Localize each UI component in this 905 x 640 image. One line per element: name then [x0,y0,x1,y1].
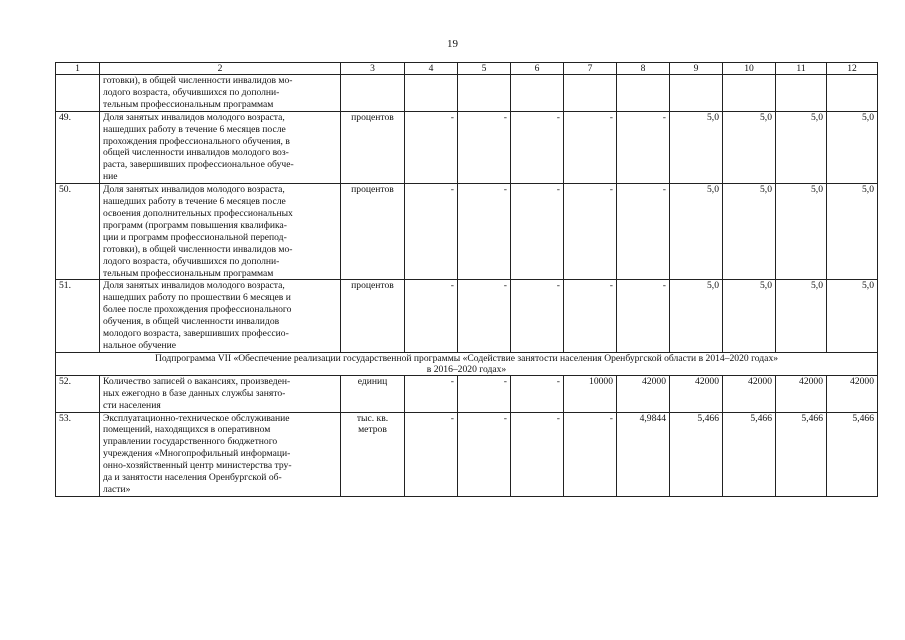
unit-cell: процентов [341,280,405,352]
name-line: Доля занятых инвалидов молодого возраста, [103,111,285,123]
indicator-name [100,184,341,280]
column-header: 2 [100,63,341,75]
value-cell: - [511,412,564,496]
unit-cell: процентов [341,184,405,280]
name-line: нальное обучение [103,339,177,351]
value-cell [827,75,878,112]
name-line: прохождения профессионального обучения, в [103,135,290,147]
indicator-name [100,412,341,496]
value-cell: - [405,184,458,280]
name-line: ных ежегодно в базе данных службы занято- [103,387,286,399]
column-header: 8 [617,63,670,75]
value-cell [617,75,670,112]
value-cell: 5,0 [723,184,776,280]
table-row [56,184,878,280]
value-cell: - [617,184,670,280]
value-cell: 5,0 [827,184,878,280]
value-cell: - [405,375,458,412]
value-cell: - [564,280,617,352]
value-cell: 42000 [670,375,723,412]
name-line: ласти» [103,484,131,495]
name-line: Эксплуатационно-техническое обслуживание [103,412,290,424]
name-line: молодого возраста, завершивших профессио- [103,328,289,340]
name-line: более после прохождения профессионального [103,304,292,316]
value-cell: - [405,280,458,352]
subprogram-heading [56,352,878,375]
value-cell: 5,466 [776,412,827,496]
name-line: Доля занятых инвалидов молодого возраста, [103,184,285,196]
name-line: обучения, в общей численности инвалидов [103,316,280,328]
indicator-name [100,375,341,412]
subprogram-line: Подпрограмма VII «Обеспечение реализации государственной программы «Содействие занятости населения Оренбургской области в 2014–2020 годах» [154,352,779,364]
value-cell [776,75,827,112]
column-header: 4 [405,63,458,75]
column-header: 5 [458,63,511,75]
name-line: Доля занятых инвалидов молодого возраста, [103,280,285,292]
value-cell: - [405,111,458,183]
table-row [56,412,878,496]
name-line: ции и программ профессиональной перепод- [103,231,287,243]
column-header: 12 [827,63,878,75]
value-cell: - [617,111,670,183]
value-cell: 5,0 [670,280,723,352]
column-number-header-row [56,63,878,75]
name-line: лодого возраста, обучившихся по дополни- [103,255,280,267]
name-line: готовки), в общей численности инвалидов мо- [103,243,293,255]
name-line: учреждения «Многопрофильный информаци- [103,448,291,460]
value-cell: 5,0 [723,111,776,183]
name-line: тельным профессиональным программам [103,98,274,110]
column-header: 11 [776,63,827,75]
row-number: 51. [56,280,100,352]
name-line: лодого возраста, обучившихся по дополни- [103,86,280,98]
name-line: нашедших работу в течение 6 месяцев после [103,123,286,135]
value-cell: - [458,184,511,280]
value-cell: 5,466 [827,412,878,496]
value-cell: 4,9844 [617,412,670,496]
unit-cell: процентов [341,111,405,183]
name-line: управлении государственного бюджетного [103,436,278,448]
unit-line: тыс. кв. [356,412,389,424]
value-cell: 42000 [617,375,670,412]
name-line: да и занятости населения Оренбургской об- [103,472,282,484]
value-cell: - [458,111,511,183]
page-number: 19 [447,38,458,50]
name-line: программ (программ повышения квалифика- [103,219,287,231]
value-cell: 5,0 [776,184,827,280]
unit-line: метров [358,424,387,436]
continuation-row [56,75,878,112]
value-cell [458,75,511,112]
value-cell: - [617,280,670,352]
value-cell: 42000 [723,375,776,412]
name-line: раста, завершивших профессиональное обуче- [103,159,294,171]
value-cell: 5,0 [670,184,723,280]
row-number [56,75,100,112]
column-header: 7 [564,63,617,75]
name-line: освоения дополнительных профессиональных [103,207,293,219]
indicator-name [100,75,341,112]
value-cell: - [511,280,564,352]
column-header: 1 [56,63,100,75]
name-line: готовки), в общей численности инвалидов мо- [103,75,293,86]
value-cell: - [458,375,511,412]
name-line: сти населения [103,399,161,411]
value-cell: 42000 [827,375,878,412]
value-cell: - [458,412,511,496]
value-cell: - [405,412,458,496]
value-cell: 5,466 [670,412,723,496]
name-line: помещений, находящихся в оперативном [103,424,271,436]
table-row [56,111,878,183]
name-line: Количество записей о вакансиях, произведен- [103,375,291,387]
name-line: нашедших работу по прошествии 6 месяцев и [103,292,291,304]
row-number: 52. [56,375,100,412]
value-cell: - [564,111,617,183]
value-cell: 5,0 [776,111,827,183]
unit-cell [341,375,405,412]
value-cell: - [511,111,564,183]
value-cell: 10000 [564,375,617,412]
name-line: тельным профессиональным программам [103,267,274,279]
row-number: 53. [56,412,100,496]
value-cell: 42000 [776,375,827,412]
name-line: онно-хозяйственный центр министерства тру- [103,460,292,472]
value-cell [564,75,617,112]
subprogram-line: в 2016–2020 годах» [426,363,507,375]
value-cell: 5,0 [776,280,827,352]
value-cell [405,75,458,112]
value-cell: 5,0 [670,111,723,183]
subprogram-row [56,352,878,375]
column-header: 3 [341,63,405,75]
row-number: 50. [56,184,100,280]
value-cell [723,75,776,112]
value-cell: - [564,184,617,280]
value-cell: 5,0 [827,280,878,352]
unit-line: единиц [357,375,388,387]
name-line: нашедших работу в течение 6 месяцев после [103,196,286,208]
indicator-name [100,280,341,352]
indicator-name [100,111,341,183]
table-row [56,280,878,352]
column-header: 6 [511,63,564,75]
table-row [56,375,878,412]
name-line: ние [103,171,118,183]
value-cell: 5,0 [827,111,878,183]
value-cell: - [511,184,564,280]
value-cell: - [511,375,564,412]
value-cell: 5,466 [723,412,776,496]
value-cell: - [564,412,617,496]
column-header: 10 [723,63,776,75]
value-cell: - [458,280,511,352]
value-cell [670,75,723,112]
value-cell: 5,0 [723,280,776,352]
name-line: общей численности инвалидов молодого воз- [103,147,289,159]
column-header: 9 [670,63,723,75]
indicators-table [55,62,878,497]
unit-cell [341,75,405,112]
row-number: 49. [56,111,100,183]
value-cell [511,75,564,112]
unit-cell [341,412,405,496]
